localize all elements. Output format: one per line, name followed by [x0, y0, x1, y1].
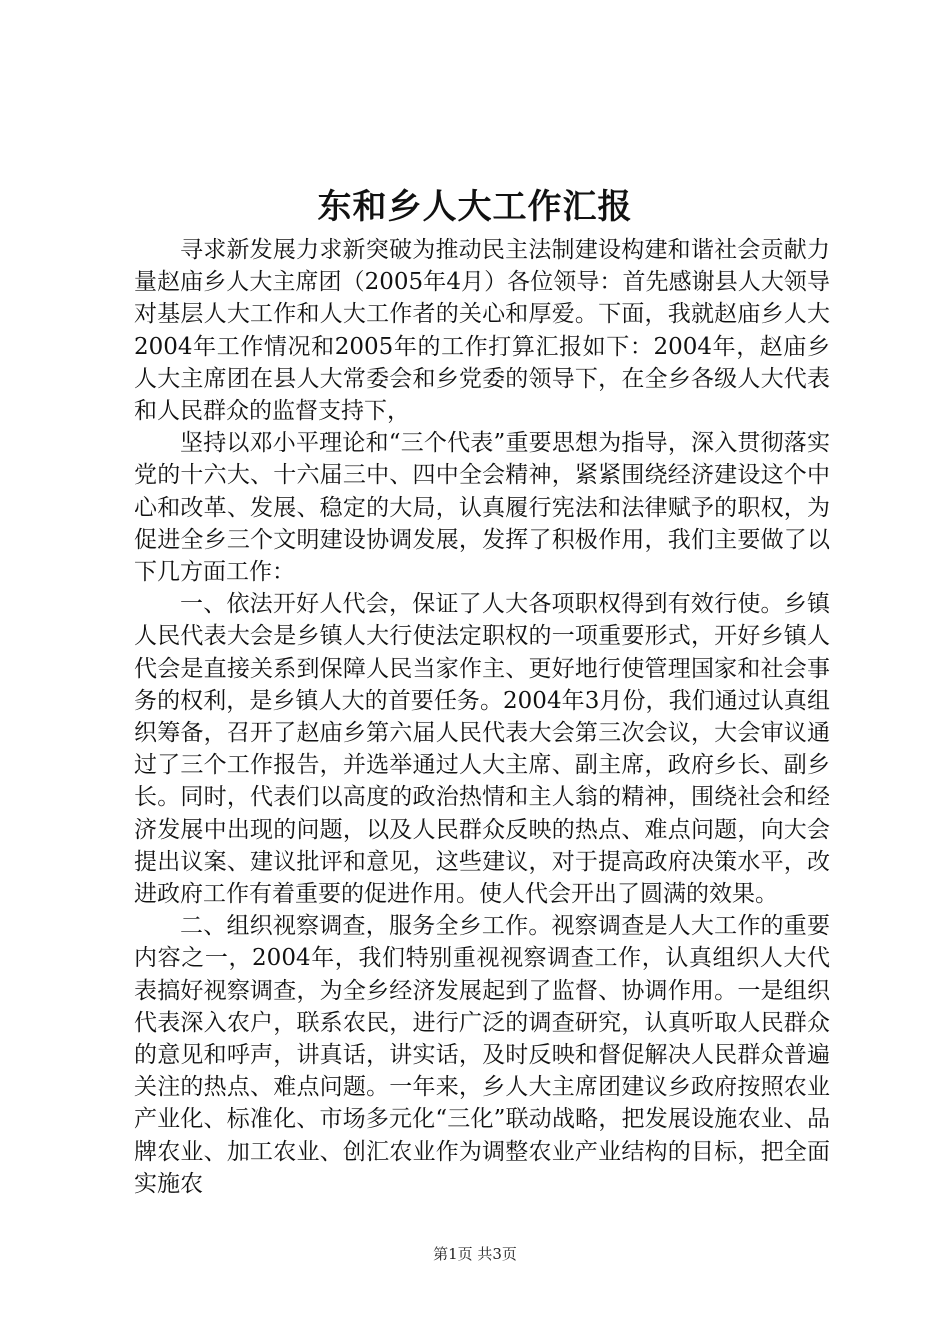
document-body [134, 234, 830, 1200]
paragraph: 寻求新发展力求新突破为推动民主法制建设构建和谐社会贡献力量赵庙乡人大主席团（2005年4月）各位领导：首先感谢县人大领导对基层人大工作和人大工作者的关心和厚爱。下面，我就赵庙乡人大2004年工作情况和2005年的工作打算汇报如下：2004年，赵庙乡人大主席团在县人大常委会和乡党委的领导下，在全乡各级人大代表和人民群众的监督支持下， [134, 237, 830, 425]
page-number-footer: 第1页 共3页 [433, 1245, 517, 1263]
paragraph: 坚持以邓小平理论和“三个代表”重要思想为指导，深入贯彻落实党的十六大、十六届三中、四中全会精神，紧紧围绕经济建设这个中心和改革、发展、稳定的大局，认真履行宪法和法律赋予的职权，为促进全乡三个文明建设协调发展，发挥了积极作用，我们主要做了以下几方面工作： [134, 430, 830, 586]
paragraph: 二、组织视察调查，服务全乡工作。视察调查是人大工作的重要内容之一，2004年，我们特别重视视察调查工作，认真组织人大代表搞好视察调查，为全乡经济发展起到了监督、协调作用。一是组织代表深入农户，联系农民，进行广泛的调查研究，认真听取人民群众的意见和呼声，讲真话，讲实话，及时反映和督促解决人民群众普遍关注的热点、难点问题。一年来，乡人大主席团建议乡政府按照农业产业化、标准化、市场多元化“三化”联动战略，把发展设施农业、品牌农业、加工农业、创汇农业作为调整农业产业结构的目标，把全面实施农 [134, 913, 830, 1197]
document-title: 东和乡人大工作汇报 [317, 187, 633, 227]
paragraph: 一、依法开好人代会，保证了人大各项职权得到有效行使。乡镇人民代表大会是乡镇人大行使法定职权的一项重要形式，开好乡镇人代会是直接关系到保障人民当家作主、更好地行使管理国家和社会事务的权利，是乡镇人大的首要任务。2004年3月份，我们通过认真组织筹备，召开了赵庙乡第六届人民代表大会第三次会议，大会审议通过了三个工作报告，并选举通过人大主席、副主席，政府乡长、副乡长。同时，代表们以高度的政治热情和主人翁的精神，围绕社会和经济发展中出现的问题，以及人民群众反映的热点、难点问题，向大会提出议案、建议批评和意见，这些建议，对于提高政府决策水平，改进政府工作有着重要的促进作用。使人代会开出了圆满的效果。 [134, 591, 830, 908]
